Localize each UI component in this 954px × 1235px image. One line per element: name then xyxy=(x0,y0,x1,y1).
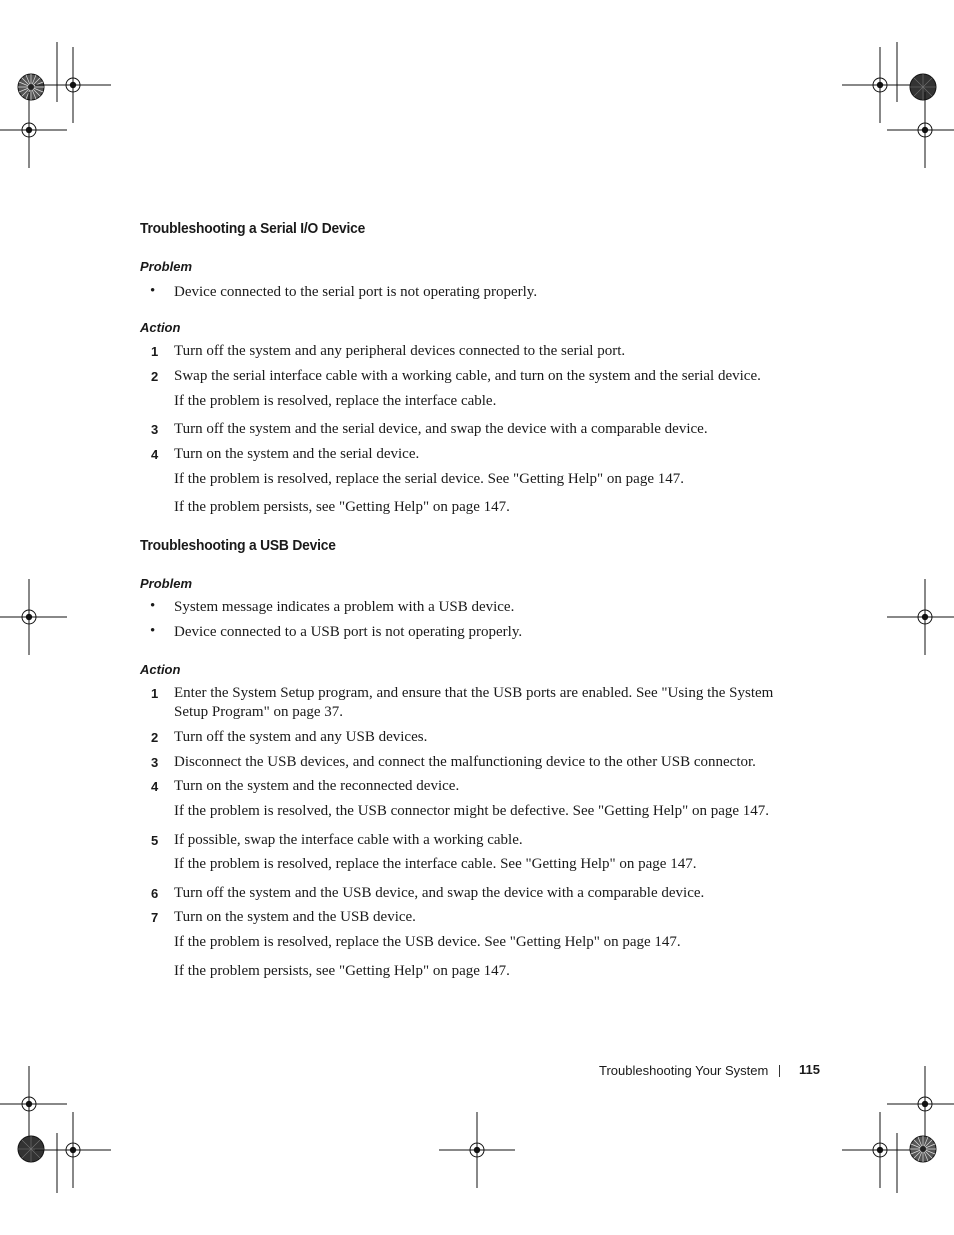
step-text: If possible, swap the interface cable with a working cable. xyxy=(174,832,523,848)
step-note: If the problem is resolved, replace the serial device. See "Getting Help" on page 147. xyxy=(174,471,684,487)
step-number: 5 xyxy=(151,833,159,848)
step-number: 2 xyxy=(151,369,159,384)
action-label: Action xyxy=(140,662,181,677)
step-number: 1 xyxy=(151,344,159,359)
problem-label: Problem xyxy=(140,576,193,591)
step-text: Swap the serial interface cable with a working cable, and turn on the system and the serial device. xyxy=(174,368,761,384)
step-number: 3 xyxy=(151,755,159,770)
bullet: • xyxy=(150,598,156,614)
page-number: 115 xyxy=(799,1062,820,1077)
problem-item: System message indicates a problem with a USB device. xyxy=(174,599,515,615)
step-note: If the problem is resolved, replace the USB device. See "Getting Help" on page 147. xyxy=(174,934,681,950)
step-text: Turn off the system and any USB devices. xyxy=(174,729,428,745)
step-number: 1 xyxy=(151,686,159,701)
action-label: Action xyxy=(140,320,181,335)
step-number: 6 xyxy=(151,886,159,901)
step-number: 4 xyxy=(151,447,159,462)
step-note: If the problem persists, see "Getting Help" on page 147. xyxy=(174,963,510,979)
footer-chapter-title: Troubleshooting Your System xyxy=(599,1063,769,1078)
step-text: Disconnect the USB devices, and connect the malfunctioning device to the other USB connector. xyxy=(174,754,756,770)
section-heading: Troubleshooting a USB Device xyxy=(140,537,336,554)
step-text: Turn off the system and the serial device, and swap the device with a comparable device. xyxy=(174,421,708,437)
step-text: Turn on the system and the USB device. xyxy=(174,909,416,925)
step-note: If the problem is resolved, replace the interface cable. xyxy=(174,393,497,409)
footer-divider xyxy=(779,1065,780,1077)
step-note: If the problem is resolved, the USB connector might be defective. See "Getting Help" on page 147. xyxy=(174,803,770,819)
bullet: • xyxy=(150,283,156,299)
step-text: Turn off the system and the USB device, and swap the device with a comparable device. xyxy=(174,885,705,901)
step-text: Turn off the system and any peripheral devices connected to the serial port. xyxy=(174,343,626,359)
problem-label: Problem xyxy=(140,259,193,274)
step-text: Enter the System Setup program, and ensure that the USB ports are enabled. See "Using the System Setup Program" on page 37. xyxy=(174,685,774,720)
step-text: Turn on the system and the serial device. xyxy=(174,446,420,462)
problem-item: Device connected to the serial port is not operating properly. xyxy=(174,284,538,300)
bullet: • xyxy=(150,623,156,639)
step-number: 4 xyxy=(151,779,159,794)
section-heading: Troubleshooting a Serial I/O Device xyxy=(140,220,366,237)
step-text: Turn on the system and the reconnected device. xyxy=(174,778,460,794)
step-note: If the problem persists, see "Getting Help" on page 147. xyxy=(174,499,510,515)
step-number: 2 xyxy=(151,730,159,745)
problem-item: Device connected to a USB port is not operating properly. xyxy=(174,624,523,640)
step-note: If the problem is resolved, replace the interface cable. See "Getting Help" on page 147. xyxy=(174,856,697,872)
step-number: 7 xyxy=(151,910,159,925)
step-number: 3 xyxy=(151,422,159,437)
